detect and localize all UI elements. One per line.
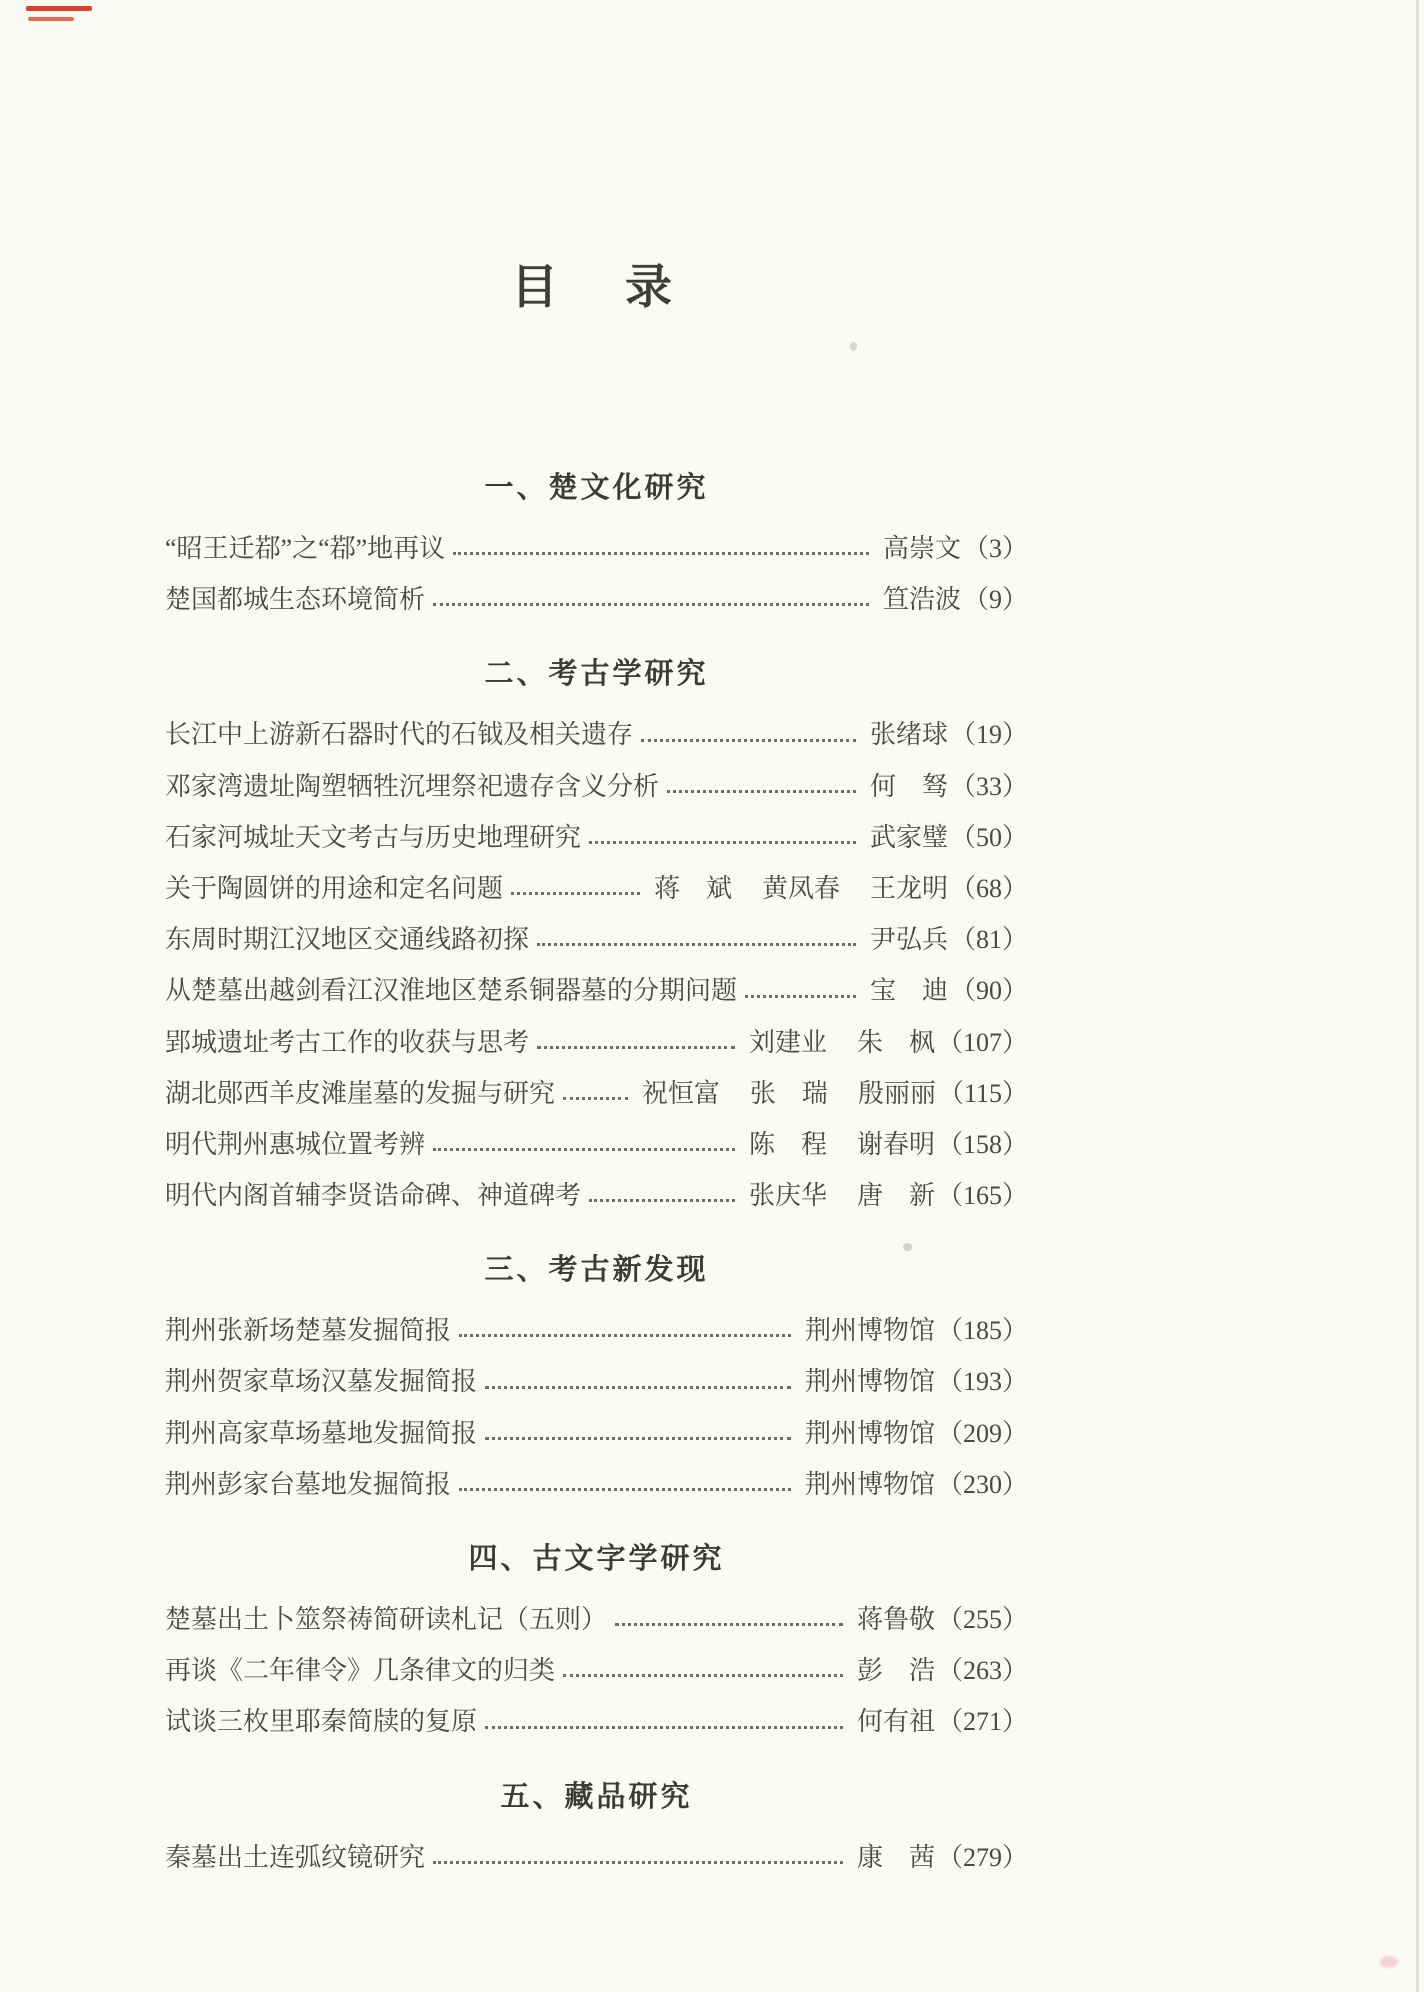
entry-title: 从楚墓出越剑看江汉淮地区楚系铜器墓的分期问题 xyxy=(165,976,738,1006)
entry-authors xyxy=(642,1078,936,1109)
dot-leader xyxy=(641,739,856,742)
entry-title: 郢城遗址考古工作的收获与思考 xyxy=(165,1027,530,1057)
dot-leader xyxy=(485,1437,791,1440)
dot-leader xyxy=(537,1046,735,1049)
entry-authors xyxy=(870,924,948,955)
entry-authors xyxy=(749,1129,935,1160)
author-name: 武家璧 xyxy=(869,822,948,852)
scan-artifact-smudge xyxy=(1380,1956,1398,1968)
author-name: 荆州博物馆 xyxy=(804,1316,935,1346)
entry-title: 明代荆州惠城位置考辨 xyxy=(165,1129,426,1159)
author-name: 蒋 斌 xyxy=(653,873,732,903)
entry-authors xyxy=(870,822,948,853)
toc-entry xyxy=(165,584,1028,615)
entry-page-number: （209） xyxy=(936,1418,1028,1448)
entry-title: 荆州高家草场墓地发掘简报 xyxy=(165,1418,478,1448)
entry-title: “昭王迁鄀”之“鄀”地再议 xyxy=(165,534,446,563)
entry-authors xyxy=(883,584,961,615)
toc-entry xyxy=(165,1027,1028,1058)
dot-leader xyxy=(563,1097,628,1100)
author-name: 朱 枫 xyxy=(856,1027,935,1057)
author-name: 谢春明 xyxy=(856,1129,935,1159)
toc-content xyxy=(165,0,1028,1893)
section-heading: 四、古文字学研究 xyxy=(468,1543,725,1575)
entry-title: 关于陶圆饼的用途和定名问题 xyxy=(165,873,504,903)
author-name: 蒋鲁敬 xyxy=(856,1605,935,1634)
entry-authors xyxy=(805,1315,935,1346)
entry-title: 荆州贺家草场汉墓发掘简报 xyxy=(165,1367,478,1397)
entry-authors xyxy=(857,1842,935,1873)
author-name: 荆州博物馆 xyxy=(804,1367,935,1397)
entry-page-number: （107） xyxy=(936,1027,1028,1057)
entry-page-number: （3） xyxy=(962,534,1028,563)
author-name: 高崇文 xyxy=(882,534,961,563)
entry-page-number: （165） xyxy=(936,1181,1028,1211)
entry-page-number: （263） xyxy=(936,1656,1028,1686)
toc-entry xyxy=(165,1418,1028,1449)
author-name: 王龙明 xyxy=(869,873,948,903)
entry-authors xyxy=(749,1180,935,1211)
entry-page-number: （158） xyxy=(936,1129,1028,1159)
entry-title: 邓家湾遗址陶塑牺牲沉埋祭祀遗存含义分析 xyxy=(165,771,660,801)
author-name: 祝恒富 xyxy=(641,1078,720,1108)
page-title: 目 录 xyxy=(511,262,682,314)
author-name: 宝 迪 xyxy=(869,976,948,1006)
toc-entry xyxy=(165,975,1028,1006)
author-name: 张绪球 xyxy=(869,720,948,750)
entry-authors xyxy=(883,533,961,564)
entry-title: 明代内阁首辅李贤诰命碑、神道碑考 xyxy=(165,1181,582,1211)
entry-page-number: （68） xyxy=(949,873,1028,903)
entry-page-number: （230） xyxy=(936,1469,1028,1499)
entry-page-number: （19） xyxy=(949,720,1028,750)
toc-entry xyxy=(165,719,1028,750)
toc-entry xyxy=(165,1706,1028,1737)
entry-title: 楚墓出土卜筮祭祷简研读札记（五则） xyxy=(165,1605,608,1634)
toc-sections xyxy=(165,465,1028,1873)
toc-entry xyxy=(165,822,1028,853)
entry-title: 长江中上游新石器时代的石钺及相关遗存 xyxy=(165,720,634,750)
author-name: 尹弘兵 xyxy=(869,925,948,955)
author-name: 笪浩波 xyxy=(882,585,961,615)
author-name: 何有祖 xyxy=(856,1707,935,1737)
entry-authors xyxy=(857,1604,935,1635)
dot-leader xyxy=(563,1674,843,1677)
author-name: 康 茜 xyxy=(856,1842,935,1872)
entry-page-number: （271） xyxy=(936,1707,1028,1737)
toc-entry xyxy=(165,1469,1028,1500)
dot-leader xyxy=(537,943,856,946)
author-name: 张庆华 xyxy=(748,1181,827,1211)
entry-authors xyxy=(857,1655,935,1686)
toc-entry xyxy=(165,1655,1028,1686)
entry-page-number: （33） xyxy=(949,771,1028,801)
entry-title: 荆州彭家台墓地发掘简报 xyxy=(165,1469,452,1499)
entry-title: 石家河城址天文考古与历史地理研究 xyxy=(165,822,582,852)
dot-leader xyxy=(459,1334,791,1337)
toc-entry xyxy=(165,771,1028,802)
dot-leader xyxy=(589,1199,735,1202)
scan-artifact-red-line xyxy=(28,17,74,21)
dot-leader xyxy=(589,841,856,844)
author-name: 彭 浩 xyxy=(856,1656,935,1686)
author-name: 刘建业 xyxy=(748,1027,827,1057)
toc-entry xyxy=(165,1315,1028,1346)
entry-page-number: （50） xyxy=(949,822,1028,852)
entry-authors xyxy=(805,1469,935,1500)
author-name: 荆州博物馆 xyxy=(804,1418,935,1448)
entry-page-number: （279） xyxy=(936,1842,1028,1872)
entry-authors xyxy=(857,1706,935,1737)
entry-page-number: （81） xyxy=(949,925,1028,955)
entry-page-number: （90） xyxy=(949,976,1028,1006)
dot-leader xyxy=(615,1623,843,1626)
author-name: 张 瑞 xyxy=(749,1078,828,1108)
entry-authors xyxy=(749,1027,935,1058)
toc-entry xyxy=(165,873,1028,904)
author-name: 陈 程 xyxy=(748,1129,827,1159)
author-name: 唐 新 xyxy=(856,1181,935,1211)
entry-authors xyxy=(654,873,948,904)
entry-authors xyxy=(870,719,948,750)
entry-authors xyxy=(870,771,948,802)
entry-title: 荆州张新场楚墓发掘简报 xyxy=(165,1316,452,1346)
entry-authors xyxy=(870,975,948,1006)
toc-entry xyxy=(165,1604,1028,1635)
entry-title: 东周时期江汉地区交通线路初探 xyxy=(165,925,530,955)
section-heading: 二、考古学研究 xyxy=(484,658,709,691)
author-name: 殷丽丽 xyxy=(857,1078,936,1108)
dot-leader xyxy=(459,1488,791,1491)
entry-authors xyxy=(805,1418,935,1449)
entry-page-number: （115） xyxy=(937,1078,1028,1108)
toc-entry xyxy=(165,924,1028,955)
author-name: 荆州博物馆 xyxy=(804,1469,935,1499)
dot-leader xyxy=(485,1386,791,1389)
dot-leader xyxy=(485,1726,843,1729)
section-heading: 三、考古新发现 xyxy=(484,1254,709,1287)
entry-page-number: （9） xyxy=(962,585,1028,615)
author-name: 黄凤春 xyxy=(761,873,840,903)
toc-entry xyxy=(165,1078,1028,1109)
dot-leader xyxy=(511,892,640,895)
entry-title: 试谈三枚里耶秦简牍的复原 xyxy=(165,1707,478,1737)
section-heading: 一、楚文化研究 xyxy=(484,472,709,504)
toc-entry xyxy=(165,533,1028,564)
entry-page-number: （193） xyxy=(936,1367,1028,1397)
entry-title: 秦墓出土连弧纹镜研究 xyxy=(165,1842,426,1872)
entry-title: 楚国都城生态环境简析 xyxy=(165,585,426,615)
toc-entry xyxy=(165,1180,1028,1211)
dot-leader xyxy=(745,995,856,998)
entry-page-number: （185） xyxy=(936,1316,1028,1346)
dot-leader xyxy=(667,790,856,793)
entry-title: 再谈《二年律令》几条律文的归类 xyxy=(165,1656,556,1686)
section-heading: 五、藏品研究 xyxy=(500,1780,693,1813)
dot-leader xyxy=(433,603,869,606)
entry-page-number: （255） xyxy=(936,1605,1028,1634)
entry-title: 湖北郧西羊皮滩崖墓的发掘与研究 xyxy=(165,1078,556,1108)
toc-entry xyxy=(165,1842,1028,1873)
toc-entry xyxy=(165,1366,1028,1397)
scan-page-edge xyxy=(1416,0,1419,1992)
dot-leader xyxy=(433,1148,735,1151)
author-name: 何 驽 xyxy=(869,771,948,801)
dot-leader xyxy=(433,1861,843,1864)
entry-authors xyxy=(805,1366,935,1397)
dot-leader xyxy=(453,552,869,555)
scan-artifact-red-line xyxy=(26,6,92,11)
toc-entry xyxy=(165,1129,1028,1160)
